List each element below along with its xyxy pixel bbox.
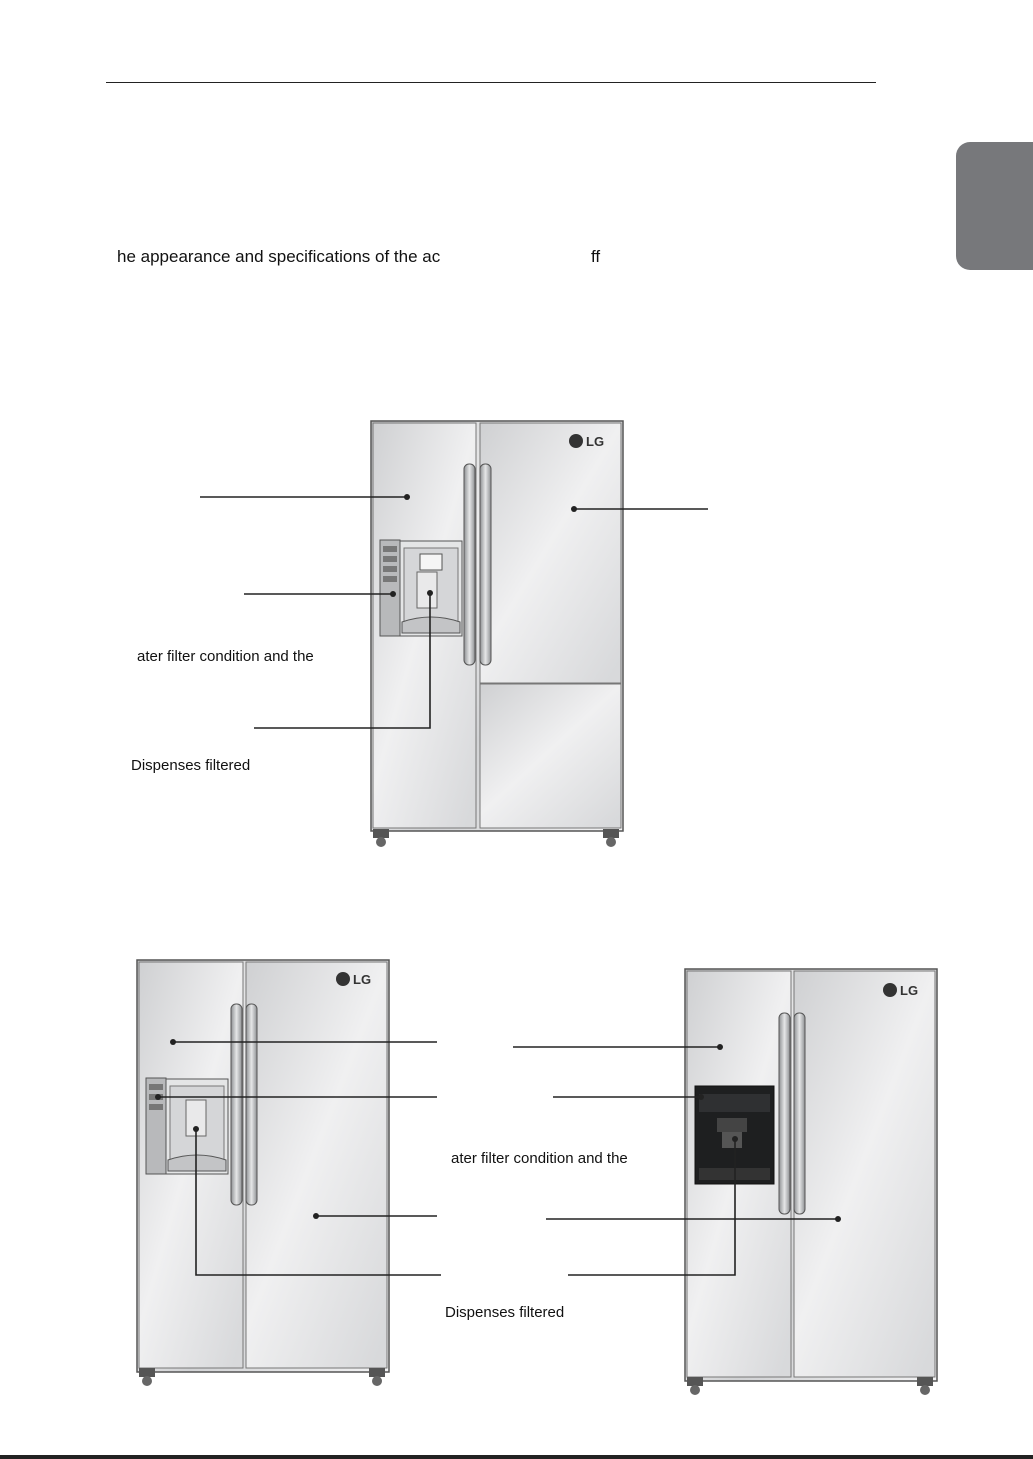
fig1-lg-logo: LG xyxy=(586,434,605,449)
fig2-control-panel xyxy=(146,1078,166,1174)
fridge-figure-3 xyxy=(685,969,937,1395)
fig2-right-door xyxy=(246,962,387,1368)
fig1-right-upper-door xyxy=(480,423,621,683)
fig2-dispenses-label: Dispenses filtered xyxy=(445,1304,565,1321)
fig1-right-handle xyxy=(480,464,491,665)
fridge-figure-1 xyxy=(200,421,708,847)
intro-text: he appearance and specifications of the ac xyxy=(117,247,441,266)
fridge-figure-2 xyxy=(137,960,389,1386)
fig3-lg-logo: LG xyxy=(900,983,919,998)
fig1-filter-label: ater filter condition and the xyxy=(137,648,314,665)
fig1-right-lower-door xyxy=(480,684,621,828)
fig3-right-door xyxy=(794,971,935,1377)
footer-rule xyxy=(0,1455,1033,1459)
fig2-filter-label: ater filter condition and the xyxy=(451,1150,628,1167)
fig1-lg-logo-mark xyxy=(569,434,583,448)
fig2-right-handle xyxy=(246,1004,257,1205)
fig1-control-panel xyxy=(380,540,400,636)
fig1-left-handle xyxy=(464,464,475,665)
fig1-dispenses-label: Dispenses filtered xyxy=(131,757,251,774)
fig3-right-handle xyxy=(794,1013,805,1214)
fig2-left-handle xyxy=(231,1004,242,1205)
fig3-left-handle xyxy=(779,1013,790,1214)
intro-fragment: ff xyxy=(591,247,601,266)
fig2-lg-logo: LG xyxy=(353,972,372,987)
